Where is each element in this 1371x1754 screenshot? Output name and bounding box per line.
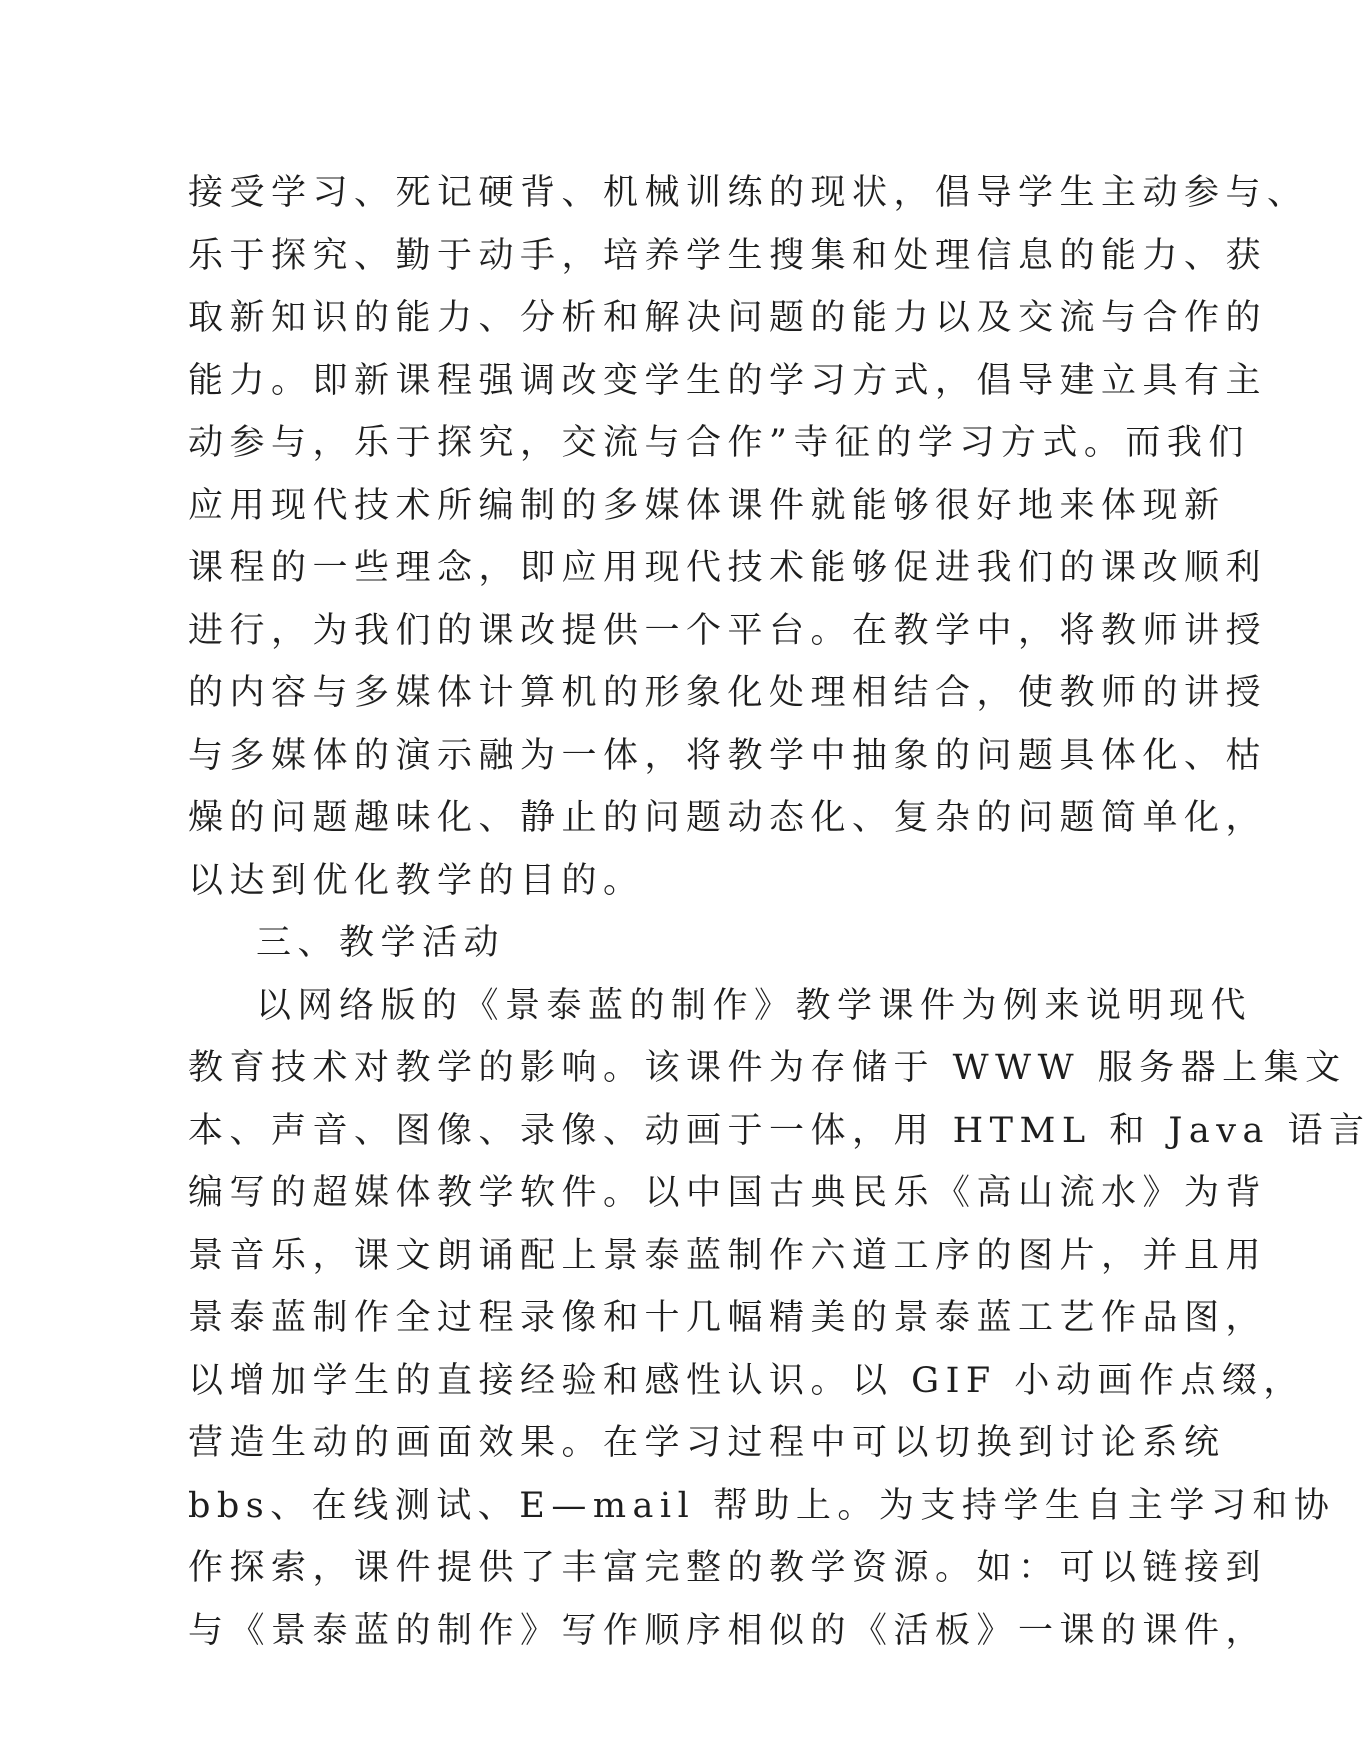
text-line: 作探索，课件提供了丰富完整的教学资源。如：可以链接到 bbox=[188, 1548, 1268, 1588]
text-line: 本、声音、图像、录像、动画于一体，用 HTML 和 Java 语言 bbox=[188, 1110, 1371, 1151]
text-line: 取新知识的能力、分析和解决问题的能力以及交流与合作的 bbox=[188, 298, 1268, 338]
text-line: 教育技术对教学的影响。该课件为存储于 WWW 服务器上集文 bbox=[188, 1048, 1347, 1088]
text-line: 进行，为我们的课改提供一个平台。在教学中，将教师讲授 bbox=[188, 610, 1268, 651]
text-line: 能力。即新课程强调改变学生的学习方式，倡导建立具有主 bbox=[188, 360, 1268, 401]
paragraph-start-line: 以网络版的《景泰蓝的制作》教学课件为例来说明现代 bbox=[256, 985, 1253, 1026]
text-line: 景泰蓝制作全过程录像和十几幅精美的景泰蓝工艺作品图， bbox=[188, 1298, 1268, 1338]
text-line: 动参与，乐于探究，交流与合作”寺征的学习方式。而我们 bbox=[188, 423, 1250, 463]
text-line: 燥的问题趣味化、静止的问题动态化、复杂的问题简单化， bbox=[188, 798, 1268, 838]
text-line: 景音乐，课文朗诵配上景泰蓝制作六道工序的图片，并且用 bbox=[188, 1235, 1268, 1276]
text-line: 以达到优化教学的目的。 bbox=[188, 860, 645, 901]
section-heading: 三、教学活动 bbox=[256, 923, 506, 963]
text-line: 的内容与多媒体计算机的形象化处理相结合，使教师的讲授 bbox=[188, 673, 1268, 713]
body-text bbox=[188, 162, 1371, 1662]
text-line: 与《景泰蓝的制作》写作顺序相似的《活板》一课的课件， bbox=[188, 1610, 1268, 1651]
text-line: 乐于探究、勤于动手，培养学生搜集和处理信息的能力、获 bbox=[188, 235, 1268, 276]
text-line: 应用现代技术所编制的多媒体课件就能够很好地来体现新 bbox=[188, 485, 1226, 526]
text-line: 以增加学生的直接经验和感性认识。以 GIF 小动画作点缀， bbox=[188, 1360, 1305, 1401]
text-line: 接受学习、死记硬背、机械训练的现状，倡导学生主动参与、 bbox=[188, 173, 1309, 213]
text-line: 课程的一些理念，即应用现代技术能够促进我们的课改顺利 bbox=[188, 548, 1268, 588]
text-line: 与多媒体的演示融为一体，将教学中抽象的问题具体化、枯 bbox=[188, 735, 1268, 776]
text-line: 编写的超媒体教学软件。以中国古典民乐《高山流水》为背 bbox=[188, 1173, 1268, 1213]
text-line: bbs、在线测试、E—mail 帮助上。为支持学生自主学习和协 bbox=[188, 1485, 1336, 1526]
text-line: 营造生动的画面效果。在学习过程中可以切换到讨论系统 bbox=[188, 1423, 1226, 1463]
